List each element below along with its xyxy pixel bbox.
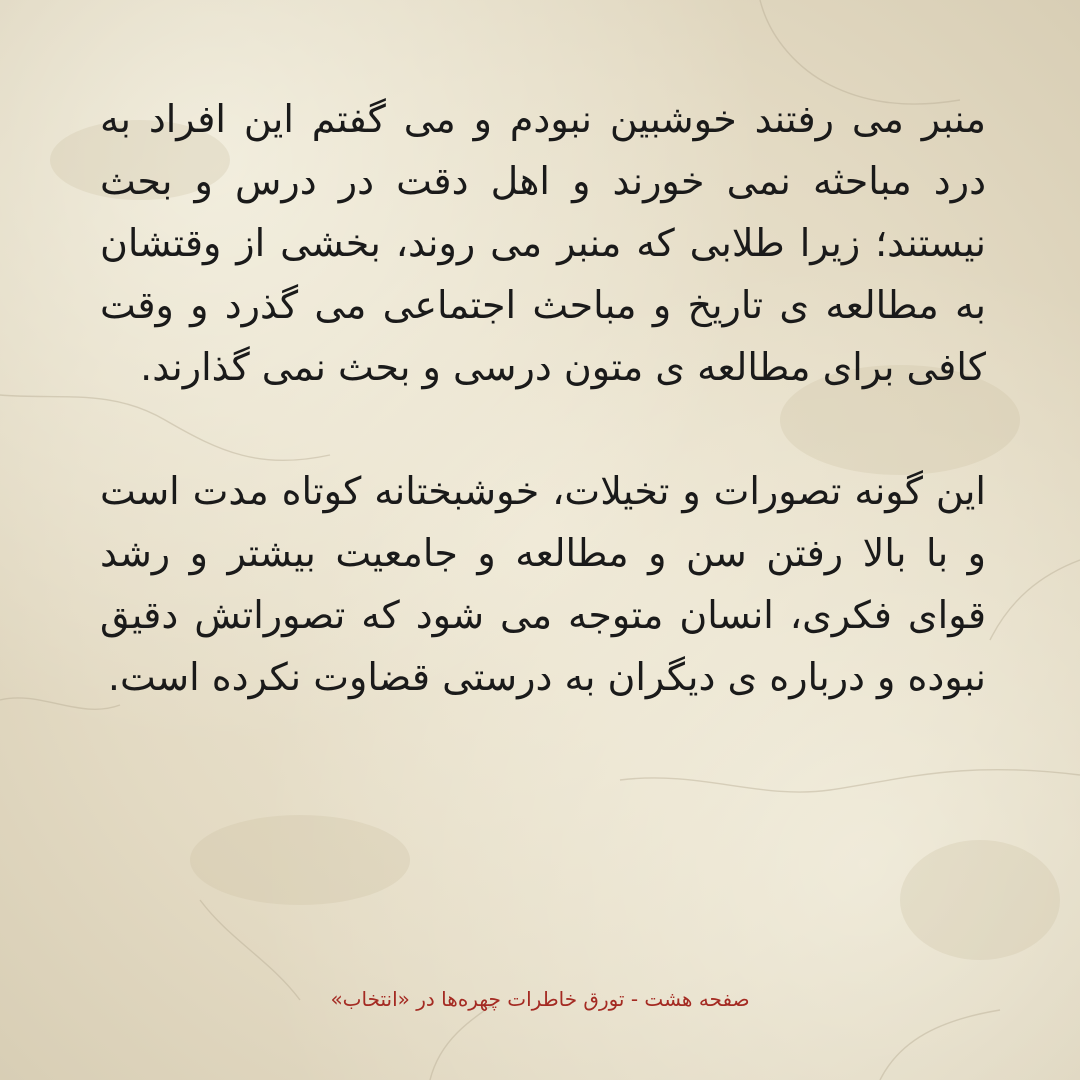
footer-caption: صفحه هشت - تورق خاطرات چهره‌ها در «انتخاب» (330, 987, 750, 1011)
paragraph: منبر می رفتند خوشبین نبودم و می گفتم این افراد به درد مباحثه نمی خورند و اهل دقت در درس و بحث نیستند؛ زیرا طلابی که منبر می روند، بخشی از وقتشان به مطالعه ی تاریخ و مباحث اجتماعی می گذرد و وقت کافی برای مطالعه ی متون درسی و بحث نمی گذارند. (100, 97, 986, 389)
paragraph: این گونه تصورات و تخیلات، خوشبختانه کوتاه مدت است و با بالا رفتن سن و مطالعه و جامعیت بیشتر و رشد قوای فکری، انسان متوجه می شود که تصوراتش دقیق نبوده و درباره ی دیگران به درستی قضاوت نکرده است. (100, 469, 986, 699)
article-body (100, 88, 986, 708)
